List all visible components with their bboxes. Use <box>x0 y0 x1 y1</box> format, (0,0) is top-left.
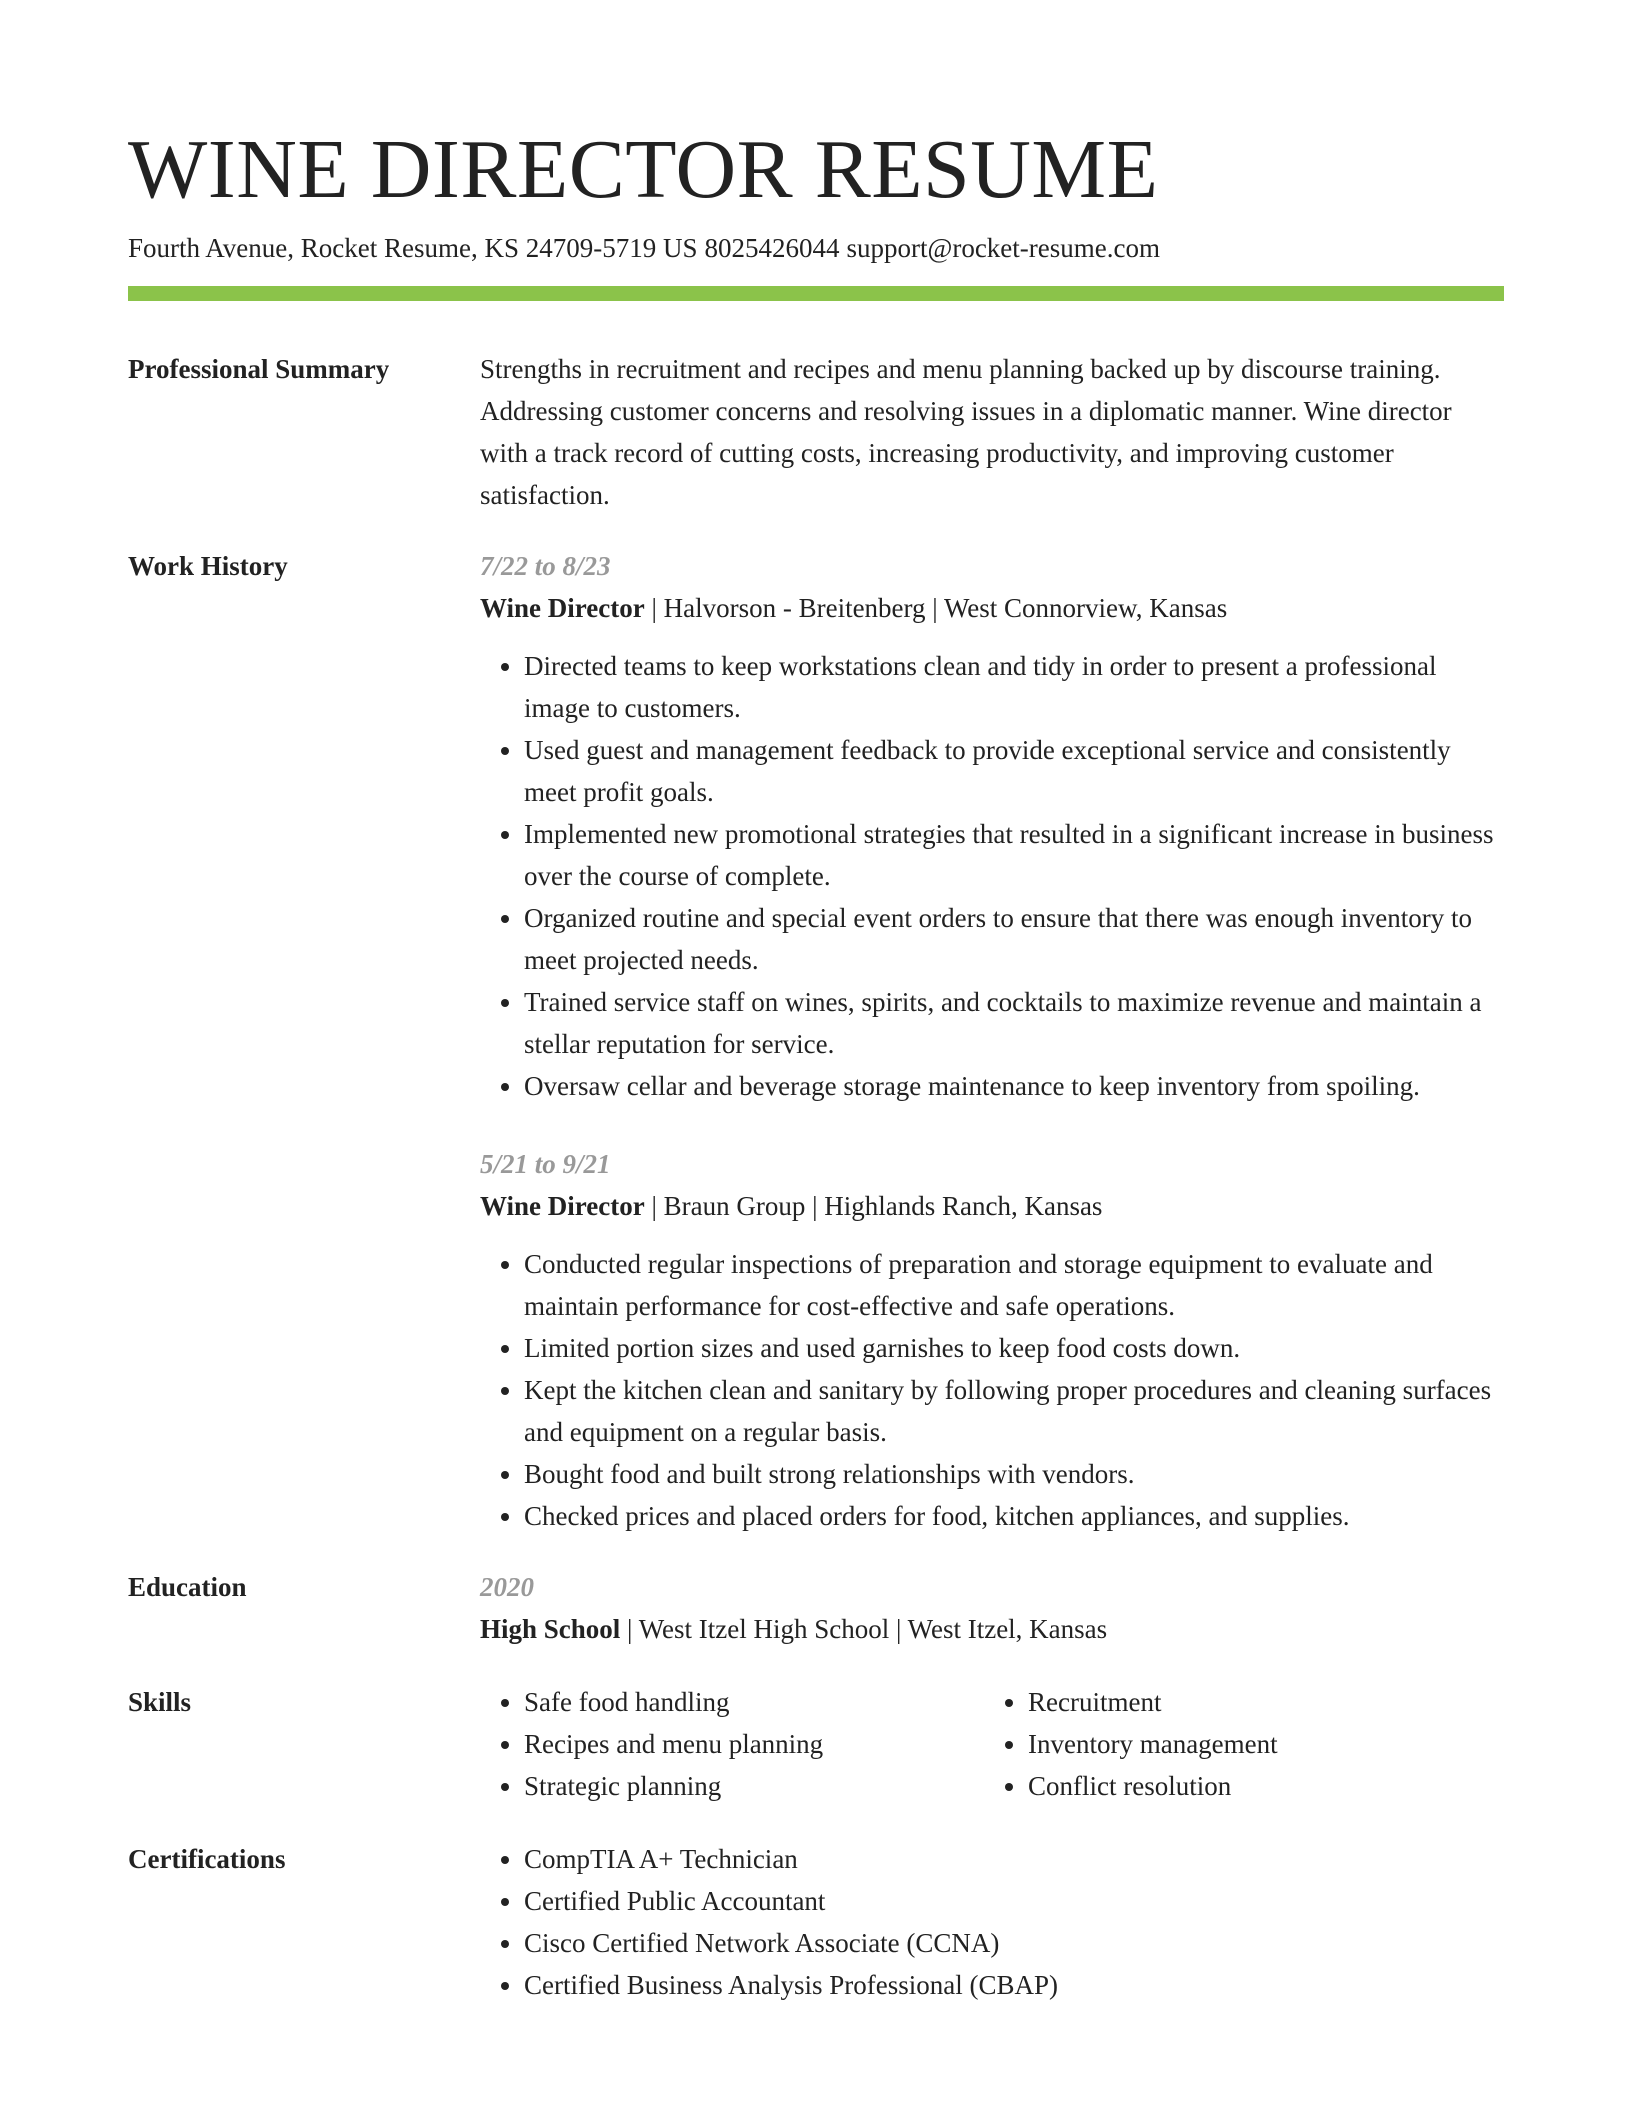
education-body <box>480 1566 1504 1650</box>
section-label-summary: Professional Summary <box>128 354 390 384</box>
section-label-education: Education <box>128 1572 247 1602</box>
list-item: • Oversaw cellar and beverage storage maintenance to keep inventory from spoiling. <box>524 1065 1504 1107</box>
education-year: 2020 <box>480 1572 534 1602</box>
skills-list-left <box>480 1681 984 1807</box>
header-divider <box>128 286 1504 301</box>
list-item: • Cisco Certified Network Associate (CCNA) <box>524 1922 1504 1964</box>
list-item: • Recipes and menu planning <box>524 1723 984 1765</box>
job-dates: 7/22 to 8/23 <box>480 551 611 581</box>
list-item: • Bought food and built strong relationships with vendors. <box>524 1453 1504 1495</box>
resume-title: WINE DIRECTOR RESUME <box>128 123 1159 216</box>
list-item: • Conflict resolution <box>1028 1765 1488 1807</box>
list-item: • Limited portion sizes and used garnishes to keep food costs down. <box>524 1327 1504 1369</box>
list-item: • Implemented new promotional strategies that resulted in a significant increase in business over the course of complete. <box>524 813 1504 897</box>
job-role-line <box>480 587 1504 629</box>
education-details: | West Itzel High School | West Itzel, Kansas <box>620 1614 1108 1644</box>
job-role-line <box>480 1185 1504 1227</box>
list-item: • Organized routine and special event orders to ensure that there was enough inventory to meet projected needs. <box>524 897 1504 981</box>
list-item: • Recruitment <box>1028 1681 1488 1723</box>
list-item: • Directed teams to keep workstations clean and tidy in order to present a professional image to customers. <box>524 645 1504 729</box>
list-item: • Safe food handling <box>524 1681 984 1723</box>
certifications-list <box>480 1838 1504 2006</box>
list-item: • Conducted regular inspections of preparation and storage equipment to evaluate and maintain performance for cost-effective and safe operations. <box>524 1243 1504 1327</box>
list-item: • Inventory management <box>1028 1723 1488 1765</box>
section-label-work: Work History <box>128 551 288 581</box>
list-item: • Kept the kitchen clean and sanitary by following proper procedures and cleaning surfaces and equipment on a regular basis. <box>524 1369 1504 1453</box>
job-title: Wine Director <box>480 593 645 623</box>
section-label-certifications: Certifications <box>128 1844 286 1874</box>
job-bullets <box>480 1243 1504 1537</box>
skills-body <box>480 1681 1504 1807</box>
job-title: Wine Director <box>480 1191 645 1221</box>
list-item: • Certified Business Analysis Professional (CBAP) <box>524 1964 1504 2006</box>
skills-list-right <box>984 1681 1488 1807</box>
contact-phone: 8025426044 <box>704 233 840 263</box>
list-item: • CompTIA A+ Technician <box>524 1838 1504 1880</box>
list-item: • Used guest and management feedback to provide exceptional service and consistently meet profit goals. <box>524 729 1504 813</box>
contact-line <box>128 230 1160 266</box>
section-label-skills: Skills <box>128 1687 192 1717</box>
certifications-body <box>480 1838 1504 2006</box>
contact-email: support@rocket-resume.com <box>846 233 1160 263</box>
contact-address: Fourth Avenue, Rocket Resume, KS 24709-5719 US <box>128 233 698 263</box>
summary-body <box>480 348 1504 516</box>
job-entry <box>480 545 1504 1107</box>
work-body <box>480 545 1504 1537</box>
job-details: | Braun Group | Highlands Ranch, Kansas <box>644 1191 1103 1221</box>
list-item: • Strategic planning <box>524 1765 984 1807</box>
job-bullets <box>480 645 1504 1107</box>
list-item: • Certified Public Accountant <box>524 1880 1504 1922</box>
list-item: • Checked prices and placed orders for food, kitchen appliances, and supplies. <box>524 1495 1504 1537</box>
summary-text: Strengths in recruitment and recipes and menu planning backed up by discourse training. Addressing customer concerns and resolving issues in a diplomatic manner. Wine director with a track record of cutting costs, increasing productivity, and improving customer satisfaction. <box>480 354 1452 510</box>
job-details: | Halvorson - Breitenberg | West Connorview, Kansas <box>644 593 1228 623</box>
job-entry <box>480 1143 1504 1537</box>
list-item: • Trained service staff on wines, spirits, and cocktails to maximize revenue and maintain a stellar reputation for service. <box>524 981 1504 1065</box>
education-line <box>480 1608 1504 1650</box>
job-dates: 5/21 to 9/21 <box>480 1149 611 1179</box>
education-degree: High School <box>480 1614 621 1644</box>
